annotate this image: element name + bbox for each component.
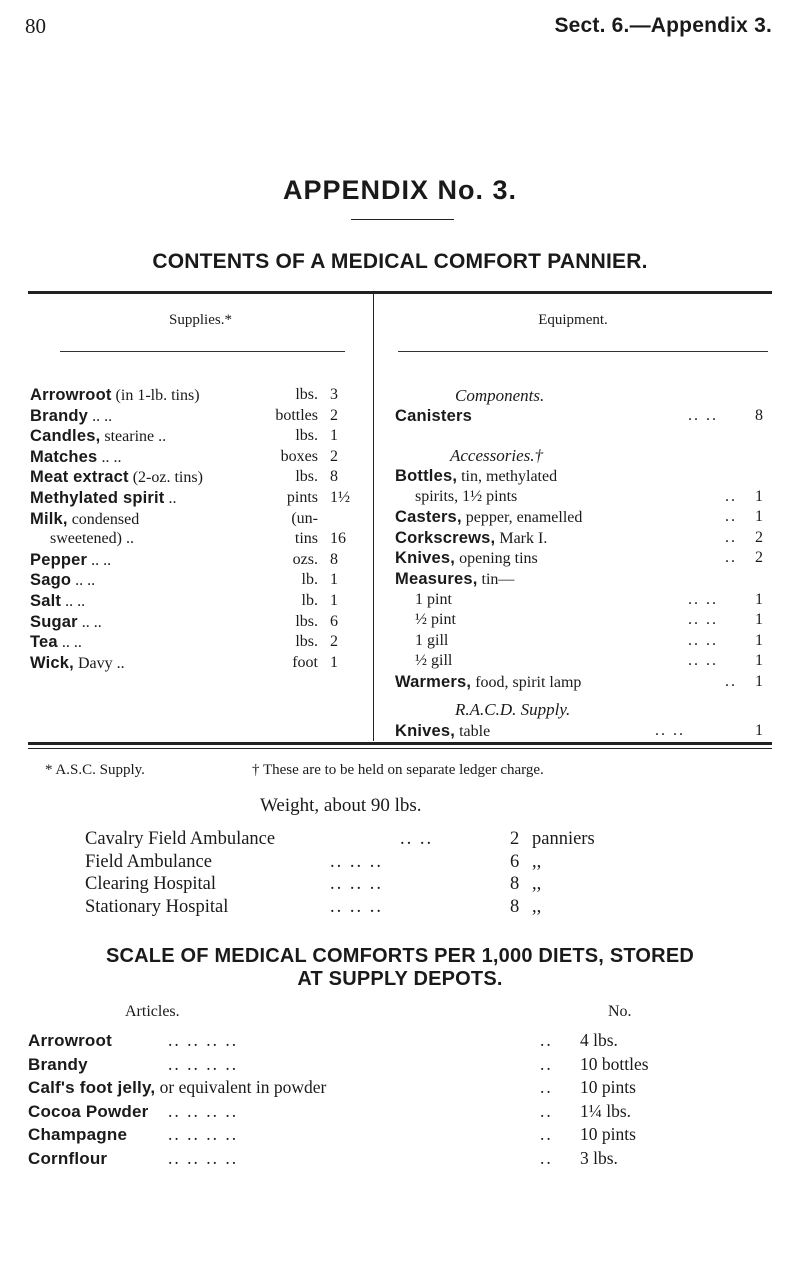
- equipment-dots: ..: [725, 549, 737, 567]
- scale-item-desc: or equivalent in powder: [155, 1077, 327, 1097]
- supply-name: Meat extract: [30, 468, 129, 487]
- scale-dots-end: ..: [540, 1030, 553, 1050]
- table-bottom-rule-thin: [28, 748, 772, 749]
- supply-unit: lb.: [301, 592, 318, 609]
- hospital-unit: ,,: [532, 874, 542, 894]
- canisters-qty: 8: [755, 407, 763, 424]
- supply-qty: 6: [330, 612, 338, 630]
- supply-row: [30, 551, 111, 570]
- equipment-row: [395, 632, 448, 650]
- equipment-desc: 1 pint: [415, 590, 452, 608]
- hospital-qty: 2: [510, 829, 520, 849]
- supply-qty: 1: [330, 653, 338, 671]
- supply-unit: pints: [286, 489, 318, 506]
- supply-unit: lbs.: [295, 468, 318, 486]
- hospital-name: Field Ambulance: [85, 851, 212, 872]
- supply-desc: stearine ..: [100, 428, 167, 446]
- supply-name: Salt: [30, 592, 62, 610]
- supply-desc: .. ..: [57, 634, 82, 652]
- supply-desc: ..: [164, 490, 177, 507]
- supply-row: [30, 613, 102, 632]
- scale-dots-end: ..: [540, 1124, 553, 1144]
- supply-qty: 1½: [330, 489, 350, 506]
- scale-item-name: Arrowroot: [28, 1031, 112, 1050]
- equipment-desc: 1 gill: [415, 631, 449, 649]
- supply-desc: .. ..: [77, 613, 102, 631]
- scale-title-line1: SCALE OF MEDICAL COMFORTS PER 1,000 DIETS, STORED: [105, 945, 695, 967]
- equipment-desc: pepper, enamelled: [461, 509, 583, 527]
- item-desc: table: [455, 723, 491, 740]
- supply-qty: 1: [330, 592, 338, 609]
- equipment-desc: food, spirit lamp: [471, 674, 582, 691]
- hospital-dots: .. ..: [400, 829, 434, 849]
- supply-row: [30, 633, 82, 652]
- equipment-qty: 1: [755, 611, 763, 629]
- supply-desc: Davy ..: [73, 654, 125, 672]
- equipment-row: [395, 673, 581, 692]
- supply-name: Sago: [30, 571, 72, 590]
- scale-item-qty: 1¼ lbs.: [580, 1100, 632, 1121]
- title-underline: [351, 219, 454, 220]
- hospital-unit: ,,: [532, 851, 542, 872]
- equipment-row: [395, 529, 547, 548]
- supply-row: [30, 654, 125, 673]
- supply-desc: .. ..: [71, 572, 96, 590]
- scale-dots: .. .. .. ..: [168, 1147, 239, 1168]
- equipment-column-header: Equipment.: [538, 312, 608, 328]
- scale-row: [28, 1101, 148, 1122]
- hospital-dots: .. .. ..: [330, 874, 383, 894]
- supply-unit: lbs.: [295, 612, 318, 630]
- supply-name: Arrowroot: [30, 386, 112, 404]
- hospital-qty: 6: [510, 851, 520, 872]
- scale-item-name: Cocoa Powder: [28, 1101, 149, 1121]
- canisters-row: [395, 407, 472, 426]
- scale-dots: .. .. .. ..: [168, 1030, 239, 1050]
- supply-desc: sweetened) ..: [50, 530, 134, 548]
- hospital-name: Clearing Hospital: [85, 874, 217, 894]
- equipment-desc: spirits, 1½ pints: [415, 487, 518, 505]
- scale-item-qty: 10 pints: [580, 1124, 636, 1144]
- scale-item-qty: 10 pints: [580, 1077, 636, 1097]
- supply-row: [30, 510, 139, 529]
- equipment-dots: ..: [725, 487, 737, 505]
- scale-row: [28, 1054, 88, 1075]
- equipment-dots: ..: [725, 528, 737, 546]
- supply-row: [30, 448, 121, 467]
- supply-row: [30, 386, 200, 405]
- equipment-dots: .. ..: [688, 652, 718, 670]
- supply-desc: .. ..: [87, 551, 112, 569]
- equipment-name: Warmers,: [395, 673, 472, 691]
- hospital-name: Stationary Hospital: [85, 896, 229, 917]
- equipment-row: [395, 488, 517, 506]
- hospital-dots: .. .. ..: [330, 851, 383, 872]
- scale-row: [28, 1030, 112, 1051]
- hospital-name: Cavalry Field Ambulance: [85, 829, 276, 849]
- equipment-desc: ½ pint: [415, 611, 456, 629]
- equipment-qty: 2: [755, 528, 763, 546]
- scale-item-qty: 10 bottles: [580, 1053, 649, 1074]
- equipment-name: Bottles,: [395, 467, 458, 485]
- components-heading: Components.: [455, 386, 545, 405]
- equipment-dots: .. ..: [688, 590, 718, 608]
- main-title: CONTENTS OF A MEDICAL COMFORT PANNIER.: [152, 250, 648, 273]
- supply-qty: 2: [330, 447, 338, 465]
- scale-row: [28, 1077, 326, 1098]
- supply-qty: 2: [330, 633, 338, 651]
- table-column-divider: [373, 293, 374, 741]
- supply-row: [30, 427, 166, 446]
- supply-qty: 16: [330, 530, 346, 548]
- supply-qty: 1: [330, 571, 338, 589]
- equipment-name: Casters,: [395, 508, 462, 527]
- scale-item-name: Cornflour: [28, 1148, 108, 1168]
- item-name: Knives,: [395, 722, 456, 740]
- supply-desc: .. ..: [61, 593, 86, 610]
- scale-dots-end: ..: [540, 1147, 553, 1168]
- scale-dots: .. .. .. ..: [168, 1100, 239, 1121]
- footnote-ledger: † These are to be held on separate ledger charge.: [252, 762, 544, 778]
- appendix-title: APPENDIX No. 3.: [282, 175, 518, 205]
- supplies-header-rule: [60, 351, 345, 352]
- footnote-asc: * A.S.C. Supply.: [45, 762, 145, 778]
- supply-desc: .. ..: [97, 448, 122, 466]
- knives-table-row: [395, 722, 490, 741]
- equipment-desc: tin, methylated: [457, 468, 558, 485]
- supply-row: [30, 530, 134, 548]
- scale-dots: .. .. .. ..: [168, 1124, 239, 1144]
- supply-row: [30, 571, 95, 590]
- equipment-row: [395, 591, 452, 609]
- supply-row: [30, 468, 203, 487]
- supplies-column-header: Supplies.*: [169, 312, 232, 328]
- accessories-heading: Accessories.†: [450, 446, 544, 465]
- equipment-qty: 1: [755, 673, 763, 690]
- supply-name: Wick,: [30, 653, 74, 672]
- equipment-desc: opening tins: [455, 550, 538, 568]
- supply-unit: lbs.: [295, 633, 318, 651]
- supply-row: [30, 489, 177, 508]
- equipment-desc: tin—: [477, 571, 515, 588]
- page-number: 80: [25, 14, 46, 38]
- canisters-dots: .. ..: [688, 407, 718, 424]
- equipment-name: Knives,: [395, 549, 456, 568]
- scale-row: [28, 1148, 107, 1169]
- scale-dots-end: ..: [540, 1077, 553, 1097]
- supply-name: Methylated spirit: [30, 489, 165, 507]
- supply-qty: 3: [330, 386, 338, 403]
- scale-dots: .. .. .. ..: [168, 1053, 239, 1074]
- hospital-qty: 8: [510, 874, 520, 894]
- weight-note: Weight, about 90 lbs.: [260, 795, 422, 816]
- supply-unit: (un-: [291, 509, 318, 527]
- supply-name: Pepper: [30, 550, 88, 569]
- table-top-rule: [28, 291, 772, 294]
- equipment-qty: 1: [755, 631, 763, 649]
- section-heading: Sect. 6.—Appendix 3.: [554, 14, 772, 37]
- supply-unit: lb.: [301, 571, 318, 589]
- equipment-qty: 1: [755, 487, 763, 505]
- scale-item-qty: 4 lbs.: [580, 1030, 618, 1050]
- supply-name: Milk,: [30, 509, 68, 528]
- supply-unit: ozs.: [292, 550, 318, 568]
- supply-unit: tins: [294, 530, 318, 548]
- scale-dots-end: ..: [540, 1053, 553, 1074]
- equipment-name: Measures,: [395, 570, 478, 588]
- equipment-qty: 1: [755, 590, 763, 608]
- scale-item-name: Calf's foot jelly,: [28, 1078, 156, 1097]
- equipment-name: Corkscrews,: [395, 528, 496, 547]
- equipment-qty: 2: [755, 549, 763, 567]
- scale-dots-end: ..: [540, 1100, 553, 1121]
- supply-qty: 2: [330, 406, 338, 424]
- supply-row: [30, 407, 112, 426]
- scale-item-qty: 3 lbs.: [580, 1147, 618, 1168]
- equipment-row: [395, 611, 456, 629]
- equipment-qty: 1: [755, 508, 763, 526]
- hospital-unit: ,,: [532, 896, 542, 917]
- supply-unit: bottles: [275, 406, 318, 424]
- equipment-row: [395, 570, 514, 589]
- equipment-header-rule: [398, 351, 768, 352]
- supply-name: Matches: [30, 447, 98, 466]
- supply-desc: (in 1-lb. tins): [111, 387, 200, 404]
- supply-unit: foot: [292, 653, 318, 671]
- scale-col-articles: Articles.: [125, 1003, 180, 1020]
- knives-table-dots: .. ..: [655, 722, 685, 739]
- scale-row: [28, 1124, 127, 1145]
- equipment-desc: ½ gill: [415, 652, 453, 670]
- supply-name: Tea: [30, 633, 58, 652]
- equipment-row: [395, 549, 538, 568]
- supply-name: Sugar: [30, 612, 78, 631]
- scale-title-line2: AT SUPPLY DEPOTS.: [297, 968, 503, 990]
- scale-item-name: Brandy: [28, 1054, 88, 1074]
- supply-desc: (2-oz. tins): [128, 469, 203, 487]
- supply-unit: lbs.: [295, 386, 318, 403]
- equipment-dots: ..: [725, 508, 737, 526]
- equipment-dots: .. ..: [688, 631, 718, 649]
- supply-name: Brandy: [30, 406, 89, 425]
- equipment-desc: Mark I.: [495, 529, 548, 547]
- equipment-dots: .. ..: [688, 611, 718, 629]
- supply-qty: 8: [330, 550, 338, 568]
- hospital-dots: .. .. ..: [330, 896, 383, 917]
- equipment-row: [395, 467, 557, 486]
- equipment-dots: ..: [725, 673, 737, 690]
- hospital-unit: panniers: [532, 829, 595, 849]
- supply-qty: 1: [330, 427, 338, 445]
- scale-item-name: Champagne: [28, 1125, 128, 1144]
- supply-row: [30, 592, 85, 611]
- supply-unit: lbs.: [295, 427, 318, 445]
- equipment-qty: 1: [755, 652, 763, 670]
- equipment-row: [395, 652, 452, 670]
- supply-desc: condensed: [67, 510, 140, 528]
- scale-col-no: No.: [608, 1003, 632, 1020]
- supply-unit: boxes: [280, 447, 318, 465]
- hospital-qty: 8: [510, 896, 520, 917]
- equipment-row: [395, 508, 582, 527]
- table-bottom-rule-thick: [28, 742, 772, 745]
- supply-name: Candles,: [30, 427, 101, 446]
- knives-table-qty: 1: [755, 722, 763, 739]
- supply-qty: 8: [330, 468, 338, 486]
- supply-desc: .. ..: [88, 407, 113, 425]
- item-name: Canisters: [395, 407, 473, 425]
- racd-heading: R.A.C.D. Supply.: [455, 700, 571, 719]
